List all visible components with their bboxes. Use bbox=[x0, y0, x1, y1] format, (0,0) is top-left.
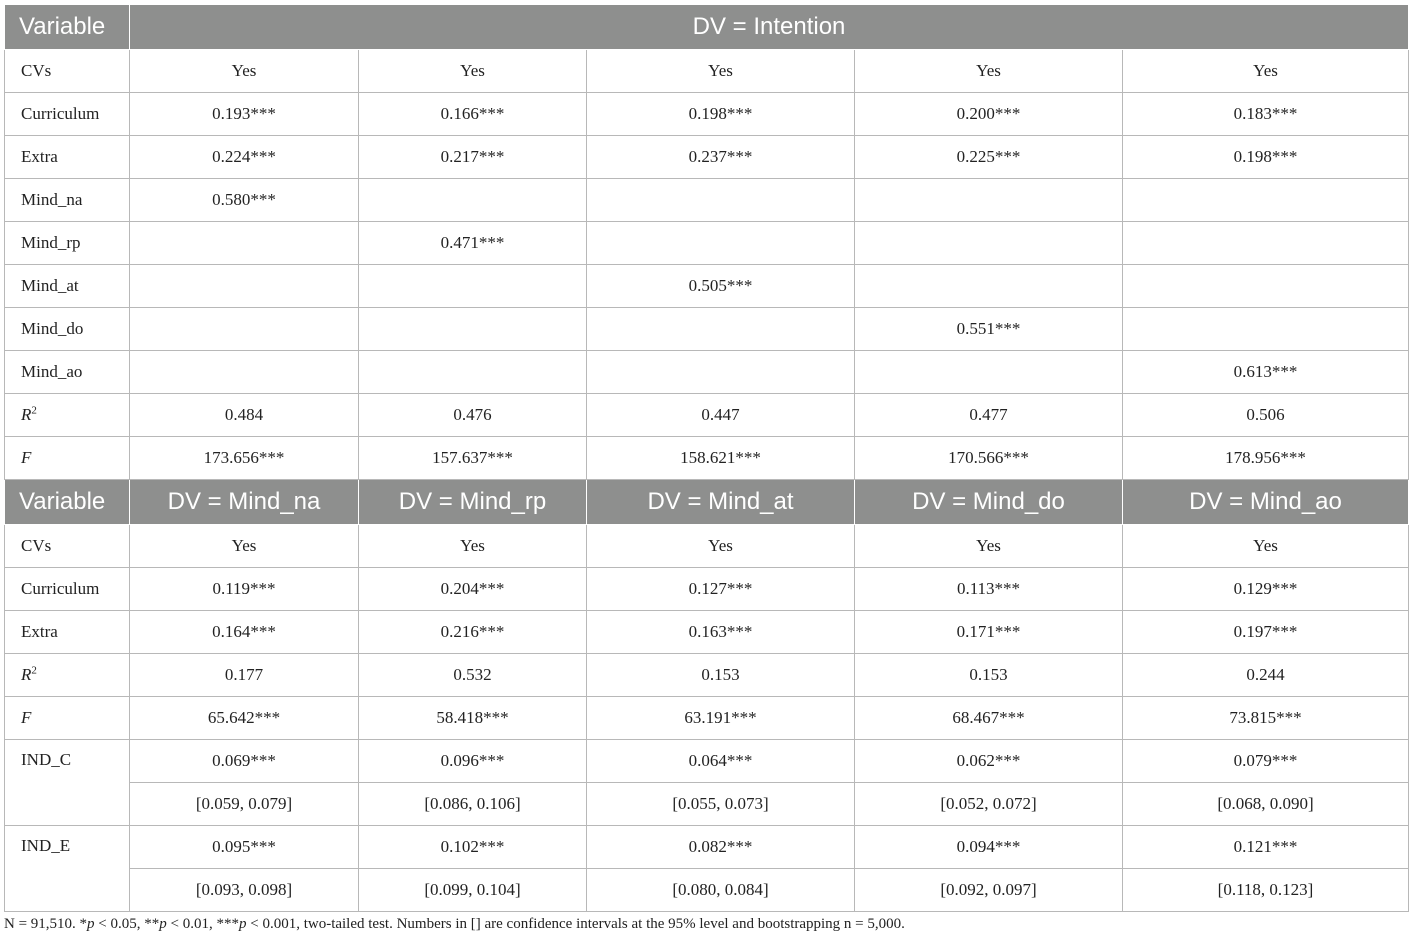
value-cell bbox=[359, 265, 587, 308]
value-cell: 0.164*** bbox=[130, 611, 359, 654]
row-label: $R^2$ bbox=[5, 654, 130, 697]
value-cell: Yes bbox=[855, 50, 1123, 93]
value-cell bbox=[587, 222, 855, 265]
value-cell: 0.551*** bbox=[855, 308, 1123, 351]
value-cell bbox=[130, 265, 359, 308]
value-cell: Yes bbox=[1123, 525, 1409, 568]
mediator-row-f bbox=[5, 697, 1409, 740]
value-cell bbox=[855, 265, 1123, 308]
value-cell: 0.127*** bbox=[587, 568, 855, 611]
row-label: Extra bbox=[5, 611, 130, 654]
dv-mind-do-header: DV = Mind_do bbox=[855, 480, 1123, 525]
value-cell: 0.095*** bbox=[130, 826, 359, 869]
value-cell: 73.815*** bbox=[1123, 697, 1409, 740]
ci-cell: [0.086, 0.106] bbox=[359, 783, 587, 826]
intention-row-r bbox=[5, 394, 1409, 437]
value-cell: 0.198*** bbox=[587, 93, 855, 136]
value-cell: Yes bbox=[130, 50, 359, 93]
ci-cell: [0.059, 0.079] bbox=[130, 783, 359, 826]
value-cell: Yes bbox=[130, 525, 359, 568]
value-cell: 0.193*** bbox=[130, 93, 359, 136]
row-label: Extra bbox=[5, 136, 130, 179]
row-label: Curriculum bbox=[5, 568, 130, 611]
intention-row-cvs bbox=[5, 50, 1409, 93]
value-cell: 173.656*** bbox=[130, 437, 359, 480]
value-cell bbox=[1123, 179, 1409, 222]
row-label: Mind_do bbox=[5, 308, 130, 351]
value-cell: 0.532 bbox=[359, 654, 587, 697]
value-cell: 0.471*** bbox=[359, 222, 587, 265]
value-cell: 0.094*** bbox=[855, 826, 1123, 869]
value-cell: 158.621*** bbox=[587, 437, 855, 480]
value-cell: 0.096*** bbox=[359, 740, 587, 783]
value-cell: 0.580*** bbox=[130, 179, 359, 222]
mediator-row-cvs bbox=[5, 525, 1409, 568]
value-cell bbox=[359, 351, 587, 394]
row-label: CVs bbox=[5, 525, 130, 568]
results-table-body bbox=[5, 5, 1409, 912]
value-cell: 0.484 bbox=[130, 394, 359, 437]
value-cell bbox=[359, 179, 587, 222]
value-cell: 157.637*** bbox=[359, 437, 587, 480]
value-cell: 65.642*** bbox=[130, 697, 359, 740]
row-label: Mind_at bbox=[5, 265, 130, 308]
value-cell: Yes bbox=[359, 525, 587, 568]
value-cell: 68.467*** bbox=[855, 697, 1123, 740]
value-cell bbox=[587, 351, 855, 394]
ci-cell: [0.118, 0.123] bbox=[1123, 869, 1409, 912]
value-cell: 0.197*** bbox=[1123, 611, 1409, 654]
value-cell: 0.237*** bbox=[587, 136, 855, 179]
value-cell: 0.217*** bbox=[359, 136, 587, 179]
value-cell: 0.244 bbox=[1123, 654, 1409, 697]
value-cell: 178.956*** bbox=[1123, 437, 1409, 480]
intention-row-mind-do bbox=[5, 308, 1409, 351]
ci-cell: [0.092, 0.097] bbox=[855, 869, 1123, 912]
ci-cell: [0.080, 0.084] bbox=[587, 869, 855, 912]
variable-header: Variable bbox=[5, 480, 130, 525]
value-cell: 0.079*** bbox=[1123, 740, 1409, 783]
row-label: F bbox=[5, 697, 130, 740]
value-cell: Yes bbox=[587, 525, 855, 568]
mediator-row-curriculum bbox=[5, 568, 1409, 611]
value-cell bbox=[359, 308, 587, 351]
mediator-header-row bbox=[5, 480, 1409, 525]
value-cell: 0.476 bbox=[359, 394, 587, 437]
intention-row-curriculum bbox=[5, 93, 1409, 136]
value-cell bbox=[855, 351, 1123, 394]
mediator-row-extra bbox=[5, 611, 1409, 654]
row-label: IND_C bbox=[5, 740, 130, 826]
value-cell: 170.566*** bbox=[855, 437, 1123, 480]
value-cell: 0.183*** bbox=[1123, 93, 1409, 136]
value-cell: 0.506 bbox=[1123, 394, 1409, 437]
value-cell bbox=[587, 179, 855, 222]
value-cell: 0.171*** bbox=[855, 611, 1123, 654]
dv-mind-rp-header: DV = Mind_rp bbox=[359, 480, 587, 525]
value-cell: 0.224*** bbox=[130, 136, 359, 179]
row-label: CVs bbox=[5, 50, 130, 93]
row-label: Mind_ao bbox=[5, 351, 130, 394]
value-cell: 58.418*** bbox=[359, 697, 587, 740]
value-cell: 0.477 bbox=[855, 394, 1123, 437]
intention-row-f bbox=[5, 437, 1409, 480]
value-cell: 0.069*** bbox=[130, 740, 359, 783]
row-label: Curriculum bbox=[5, 93, 130, 136]
value-cell: 63.191*** bbox=[587, 697, 855, 740]
value-cell: 0.204*** bbox=[359, 568, 587, 611]
intention-row-mind-at bbox=[5, 265, 1409, 308]
results-table bbox=[4, 4, 1409, 912]
value-cell: 0.119*** bbox=[130, 568, 359, 611]
value-cell: 0.113*** bbox=[855, 568, 1123, 611]
value-cell: 0.064*** bbox=[587, 740, 855, 783]
value-cell: Yes bbox=[855, 525, 1123, 568]
indirect-row-ind-e bbox=[5, 826, 1409, 869]
value-cell: 0.163*** bbox=[587, 611, 855, 654]
intention-row-extra bbox=[5, 136, 1409, 179]
value-cell: 0.166*** bbox=[359, 93, 587, 136]
ci-cell: [0.093, 0.098] bbox=[130, 869, 359, 912]
ci-cell: [0.055, 0.073] bbox=[587, 783, 855, 826]
value-cell bbox=[1123, 308, 1409, 351]
value-cell: Yes bbox=[1123, 50, 1409, 93]
value-cell: 0.225*** bbox=[855, 136, 1123, 179]
variable-header: Variable bbox=[5, 5, 130, 50]
value-cell: Yes bbox=[359, 50, 587, 93]
value-cell: 0.082*** bbox=[587, 826, 855, 869]
row-label: F bbox=[5, 437, 130, 480]
value-cell: 0.153 bbox=[855, 654, 1123, 697]
ci-row-ind-e bbox=[5, 869, 1409, 912]
value-cell bbox=[130, 308, 359, 351]
table-footnote: N = 91,510. *p < 0.05, **p < 0.01, ***p < 0.001, two-tailed test. Numbers in [] are confidence intervals at the 95% level and bootstrapping n = 5,000. bbox=[4, 916, 905, 932]
value-cell bbox=[1123, 265, 1409, 308]
value-cell bbox=[1123, 222, 1409, 265]
dv-mind-na-header: DV = Mind_na bbox=[130, 480, 359, 525]
ci-cell: [0.068, 0.090] bbox=[1123, 783, 1409, 826]
value-cell: 0.447 bbox=[587, 394, 855, 437]
dv-mind-ao-header: DV = Mind_ao bbox=[1123, 480, 1409, 525]
value-cell bbox=[130, 351, 359, 394]
value-cell: 0.613*** bbox=[1123, 351, 1409, 394]
value-cell bbox=[855, 179, 1123, 222]
ci-cell: [0.052, 0.072] bbox=[855, 783, 1123, 826]
mediator-row-r bbox=[5, 654, 1409, 697]
value-cell: 0.177 bbox=[130, 654, 359, 697]
value-cell: 0.153 bbox=[587, 654, 855, 697]
intention-row-mind-rp bbox=[5, 222, 1409, 265]
intention-row-mind-na bbox=[5, 179, 1409, 222]
value-cell: 0.102*** bbox=[359, 826, 587, 869]
ci-cell: [0.099, 0.104] bbox=[359, 869, 587, 912]
value-cell: 0.121*** bbox=[1123, 826, 1409, 869]
ci-row-ind-c bbox=[5, 783, 1409, 826]
value-cell bbox=[855, 222, 1123, 265]
value-cell bbox=[587, 308, 855, 351]
intention-header-row bbox=[5, 5, 1409, 50]
value-cell: 0.198*** bbox=[1123, 136, 1409, 179]
row-label: IND_E bbox=[5, 826, 130, 912]
row-label: Mind_rp bbox=[5, 222, 130, 265]
row-label: Mind_na bbox=[5, 179, 130, 222]
dv-intention-header: DV = Intention bbox=[130, 5, 1409, 50]
value-cell: 0.505*** bbox=[587, 265, 855, 308]
value-cell: 0.216*** bbox=[359, 611, 587, 654]
value-cell: Yes bbox=[587, 50, 855, 93]
value-cell: 0.129*** bbox=[1123, 568, 1409, 611]
row-label: $R^2$ bbox=[5, 394, 130, 437]
indirect-row-ind-c bbox=[5, 740, 1409, 783]
intention-row-mind-ao bbox=[5, 351, 1409, 394]
value-cell: 0.062*** bbox=[855, 740, 1123, 783]
value-cell: 0.200*** bbox=[855, 93, 1123, 136]
dv-mind-at-header: DV = Mind_at bbox=[587, 480, 855, 525]
value-cell bbox=[130, 222, 359, 265]
